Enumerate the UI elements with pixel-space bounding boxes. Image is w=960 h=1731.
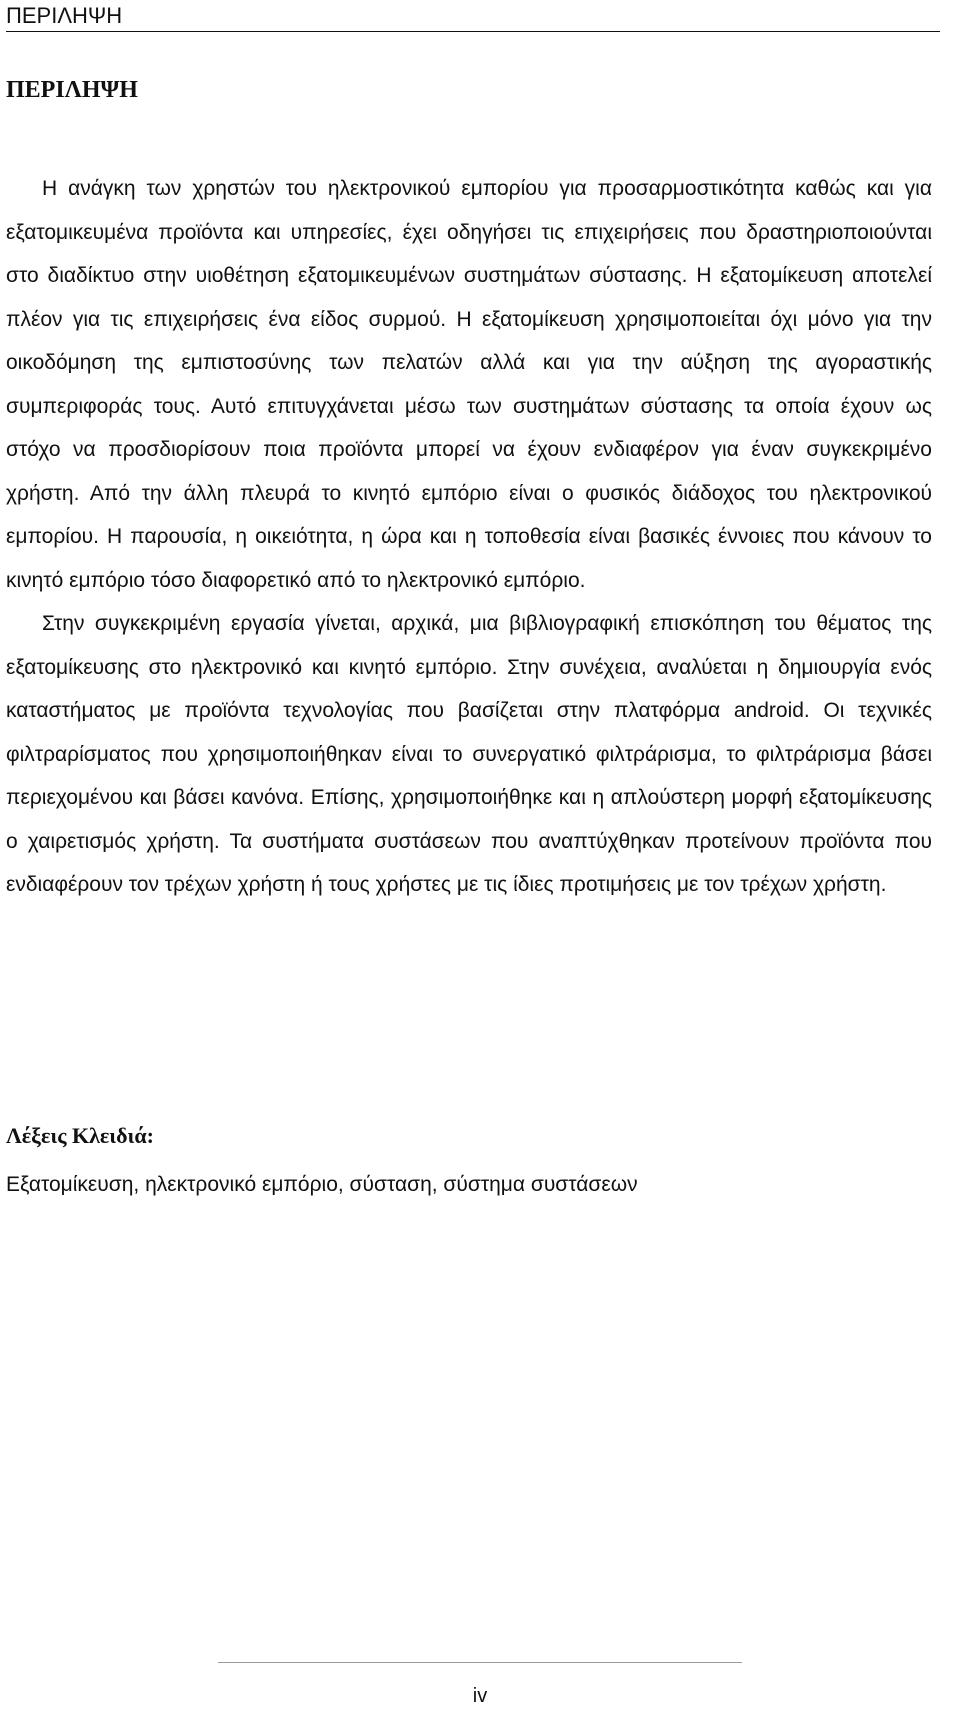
footer-divider bbox=[218, 1662, 742, 1663]
page-title: ΠΕΡΙΛΗΨΗ bbox=[6, 77, 138, 103]
keywords-text: Εξατομίκευση, ηλεκτρονικό εμπόριο, σύσταση, σύστημα συστάσεων bbox=[6, 1173, 638, 1196]
abstract-paragraph-1: Η ανάγκη των χρηστών του ηλεκτρονικού εμπορίου για προσαρμοστικότητα καθώς και για εξατομικευμένα προϊόντα και υπηρεσίες, έχει οδηγήσει τις επιχειρήσεις που δραστηριοποιούνται στο διαδίκτυο στην υιοθέτηση εξατομικευμένων συστημάτων σύστασης. Η εξατομίκευση αποτελεί πλέον για τις επιχειρήσεις ένα είδος συρμού. Η εξατομίκευση χρησιμοποιείται όχι μόνο για την οικοδόμηση της εμπιστοσύνης των πελατών αλλά και για την αύξηση της αγοραστικής συμπεριφοράς τους. Αυτό επιτυγχάνεται μέσω των συστημάτων σύστασης τα οποία έχουν ως στόχο να προσδιορίσουν ποια προϊόντα μπορεί να έχουν ενδιαφέρον για έναν συγκεκριμένο χρήστη. Από την άλλη πλευρά το κινητό εμπόριο είναι ο φυσικός διάδοχος του ηλεκτρονικού εμπορίου. Η παρουσία, η οικειότητα, η ώρα και η τοποθεσία είναι βασικές έννοιες που κάνουν το κινητό εμπόριο τόσο διαφορετικό από το ηλεκτρονικό εμπόριο. bbox=[6, 177, 932, 592]
running-header: ΠΕΡΙΛΗΨΗ bbox=[6, 2, 940, 32]
keywords-section bbox=[6, 1120, 932, 1200]
abstract-paragraph-2: Στην συγκεκριμένη εργασία γίνεται, αρχικά, μια βιβλιογραφική επισκόπηση του θέματος της εξατομίκευσης στο ηλεκτρονικό και κινητό εμπόριο. Στην συνέχεια, αναλύεται η δημιουργία ενός καταστήματος με προϊόντα τεχνολογίας που βασίζεται στην πλατφόρμα android. Οι τεχνικές φιλτραρίσματος που χρησιμοποιήθηκαν είναι το συνεργατικό φιλτράρισμα, το φιλτράρισμα βάσει περιεχομένου και βάσει κανόνα. Επίσης, χρησιμοποιήθηκε και η απλούστερη μορφή εξατομίκευσης ο χαιρετισμός χρήστη. Τα συστήματα συστάσεων που αναπτύχθηκαν προτείνουν προϊόντα που ενδιαφέρουν τον τρέχων χρήστη ή τους χρήστες με τις ίδιες προτιμήσεις με τον τρέχων χρήστη. bbox=[6, 612, 932, 896]
keywords-label: Λέξεις Κλειδιά: bbox=[6, 1123, 154, 1148]
abstract-body bbox=[6, 167, 932, 907]
page-number: iv bbox=[472, 1685, 488, 1707]
